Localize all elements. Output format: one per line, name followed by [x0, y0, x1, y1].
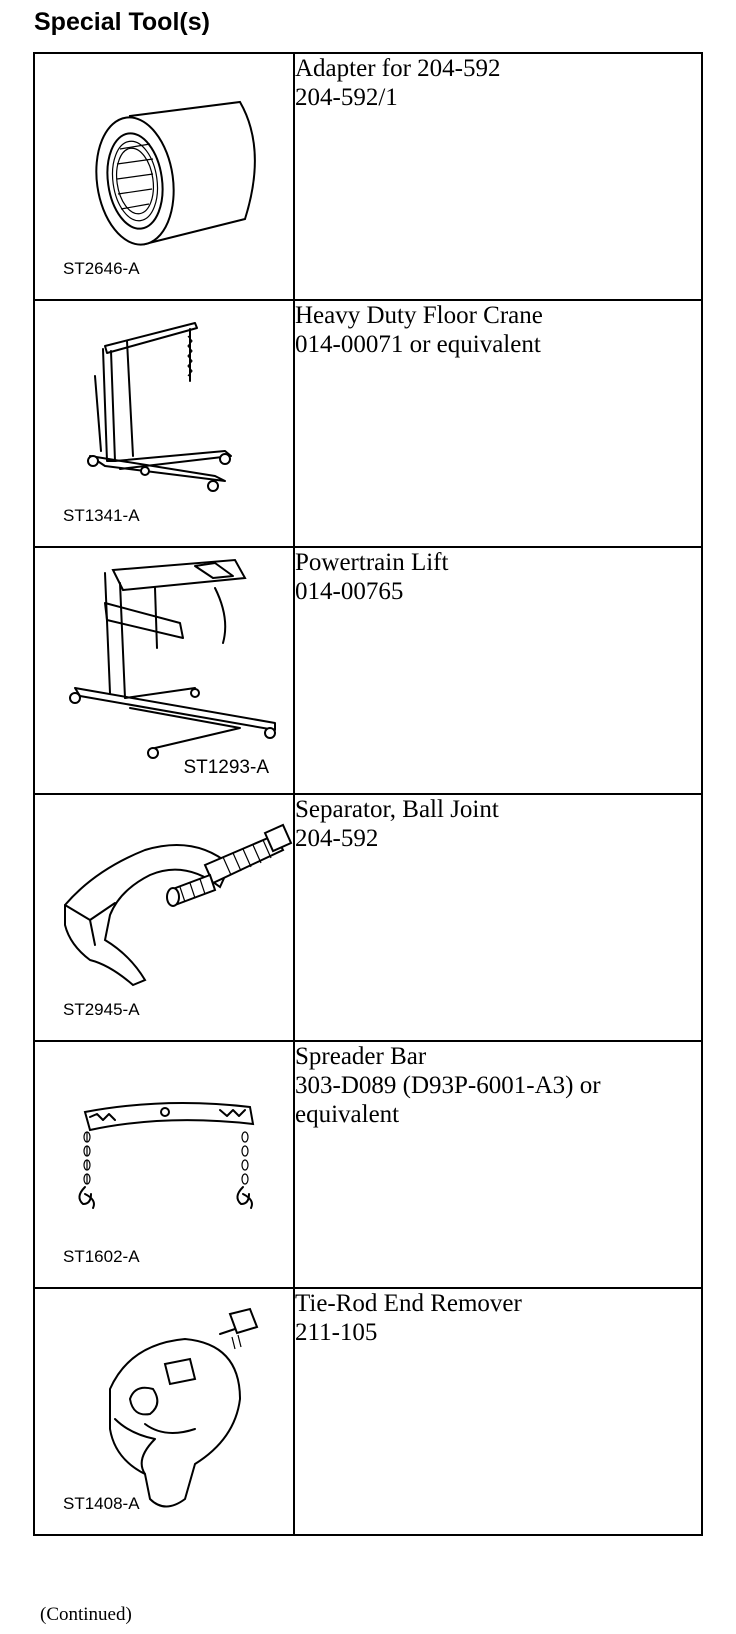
special-tools-table	[33, 52, 703, 1536]
tool-name: Heavy Duty Floor Crane	[295, 302, 543, 329]
table-row	[34, 53, 702, 300]
tool-code: ST2646-A	[63, 259, 140, 278]
table-row	[34, 547, 702, 794]
tool-name: Separator, Ball Joint	[295, 796, 499, 823]
table-row	[34, 1041, 702, 1288]
tool-number: 014-00765	[295, 578, 404, 605]
tool-number: 211-105	[295, 1319, 378, 1346]
tool-description-cell	[294, 300, 702, 547]
tool-number: equivalent	[295, 1101, 400, 1128]
tool-description-cell	[294, 1288, 702, 1535]
tool-illustration-cell	[34, 300, 294, 547]
tool-name: Spreader Bar	[295, 1043, 427, 1070]
table-row	[34, 794, 702, 1041]
tool-illustration-cell	[34, 794, 294, 1041]
tool-description-cell	[294, 547, 702, 794]
tool-description-cell	[294, 53, 702, 300]
tool-code: ST1408-A	[63, 1494, 140, 1513]
page-heading: Special Tool(s)	[34, 8, 210, 36]
table-row	[34, 300, 702, 547]
tool-illustration-cell	[34, 1288, 294, 1535]
tool-code: ST1341-A	[63, 506, 140, 525]
tool-number: 303-D089 (D93P-6001-A3) or	[295, 1072, 601, 1099]
tool-number: 014-00071 or equivalent	[295, 331, 541, 358]
tool-name: Adapter for 204-592	[295, 55, 501, 82]
tool-description-cell	[294, 1041, 702, 1288]
tool-illustration-cell	[34, 547, 294, 794]
tool-description-cell	[294, 794, 702, 1041]
tool-name: Tie-Rod End Remover	[295, 1290, 522, 1317]
tool-number: 204-592/1	[295, 84, 398, 111]
tool-illustration-cell	[34, 1041, 294, 1288]
tool-code: ST1293-A	[183, 757, 269, 778]
tool-number: 204-592	[295, 825, 379, 852]
table-row	[34, 1288, 702, 1535]
tool-illustration-cell	[34, 53, 294, 300]
continued-note: (Continued)	[40, 1604, 132, 1625]
tool-code: ST2945-A	[63, 1000, 140, 1019]
tool-code: ST1602-A	[63, 1247, 140, 1266]
tool-name: Powertrain Lift	[295, 549, 449, 576]
